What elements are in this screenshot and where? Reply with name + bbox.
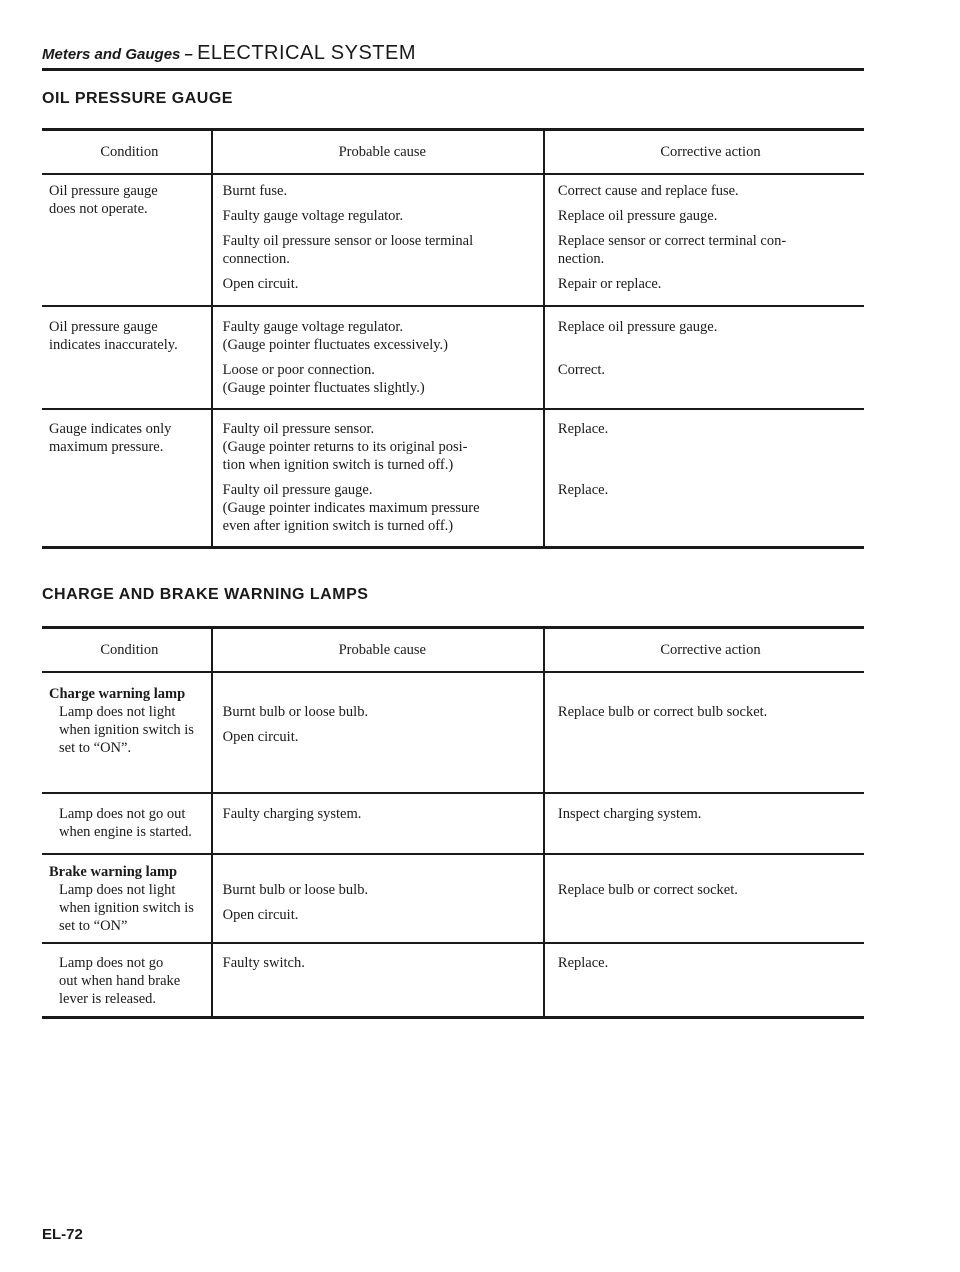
cause-cell: Faulty charging system. xyxy=(212,793,544,854)
action-cell: Replace bulb or correct bulb socket. xyxy=(544,672,864,793)
page-header xyxy=(42,42,416,65)
column-header-cause: Probable cause xyxy=(212,628,544,673)
action-cell: Replace. xyxy=(544,943,864,1018)
condition-cell: Gauge indicates only maximum pressure. xyxy=(42,409,212,548)
table-row xyxy=(42,306,864,409)
header-dash: – xyxy=(180,46,198,63)
action-cell: Replace bulb or correct socket. xyxy=(544,854,864,943)
condition-cell: Lamp does not go out when engine is started. xyxy=(42,793,212,854)
oil-pressure-table xyxy=(42,128,864,549)
column-header-cause: Probable cause xyxy=(212,130,544,175)
header-section: Meters and Gauges xyxy=(42,46,181,63)
table-header-row xyxy=(42,130,864,175)
cause-cell: Burnt bulb or loose bulb. Open circuit. xyxy=(212,854,544,943)
action-cell: Replace oil pressure gauge. Correct. xyxy=(544,306,864,409)
column-header-action: Corrective action xyxy=(544,628,864,673)
page-number: EL-72 xyxy=(42,1226,83,1243)
warning-lamps-table xyxy=(42,626,864,1019)
table-row xyxy=(42,854,864,943)
action-cell: Inspect charging system. xyxy=(544,793,864,854)
action-cell: Correct cause and replace fuse. Replace oil pressure gauge. Replace sensor or correct terminal con- nection. Repair or replace. xyxy=(544,174,864,306)
condition-cell: Lamp does not go out when hand brake lever is released. xyxy=(42,943,212,1018)
lamps-section-title: CHARGE AND BRAKE WARNING LAMPS xyxy=(42,586,369,603)
cause-cell: Burnt fuse. Faulty gauge voltage regulator. Faulty oil pressure sensor or loose terminal connection. Open circuit. xyxy=(212,174,544,306)
header-title: ELECTRICAL SYSTEM xyxy=(197,42,416,64)
table-header-row xyxy=(42,628,864,673)
cause-cell: Faulty switch. xyxy=(212,943,544,1018)
column-header-condition: Condition xyxy=(42,130,212,175)
column-header-action: Corrective action xyxy=(544,130,864,175)
condition-cell: Oil pressure gauge does not operate. xyxy=(42,174,212,306)
oil-section-title: OIL PRESSURE GAUGE xyxy=(42,90,233,107)
cause-cell: Faulty gauge voltage regulator. (Gauge pointer fluctuates excessively.) Loose or poor connection. (Gauge pointer fluctuates slightly.) xyxy=(212,306,544,409)
table-row xyxy=(42,943,864,1018)
table-row xyxy=(42,793,864,854)
table-row xyxy=(42,672,864,793)
column-header-condition: Condition xyxy=(42,628,212,673)
condition-cell: Charge warning lamp Lamp does not light when ignition switch is set to “ON”. xyxy=(42,672,212,793)
cause-cell: Faulty oil pressure sensor. (Gauge pointer returns to its original posi- tion when ignition switch is turned off.) Faulty oil pressure gauge. (Gauge pointer indicates maximum pressure even after ignition switch is turned off.) xyxy=(212,409,544,548)
condition-cell: Brake warning lamp Lamp does not light when ignition switch is set to “ON” xyxy=(42,854,212,943)
table-row xyxy=(42,174,864,306)
cause-cell: Burnt bulb or loose bulb. Open circuit. xyxy=(212,672,544,793)
header-rule xyxy=(42,68,864,71)
condition-cell: Oil pressure gauge indicates inaccurately. xyxy=(42,306,212,409)
table-row xyxy=(42,409,864,548)
action-cell: Replace. Replace. xyxy=(544,409,864,548)
